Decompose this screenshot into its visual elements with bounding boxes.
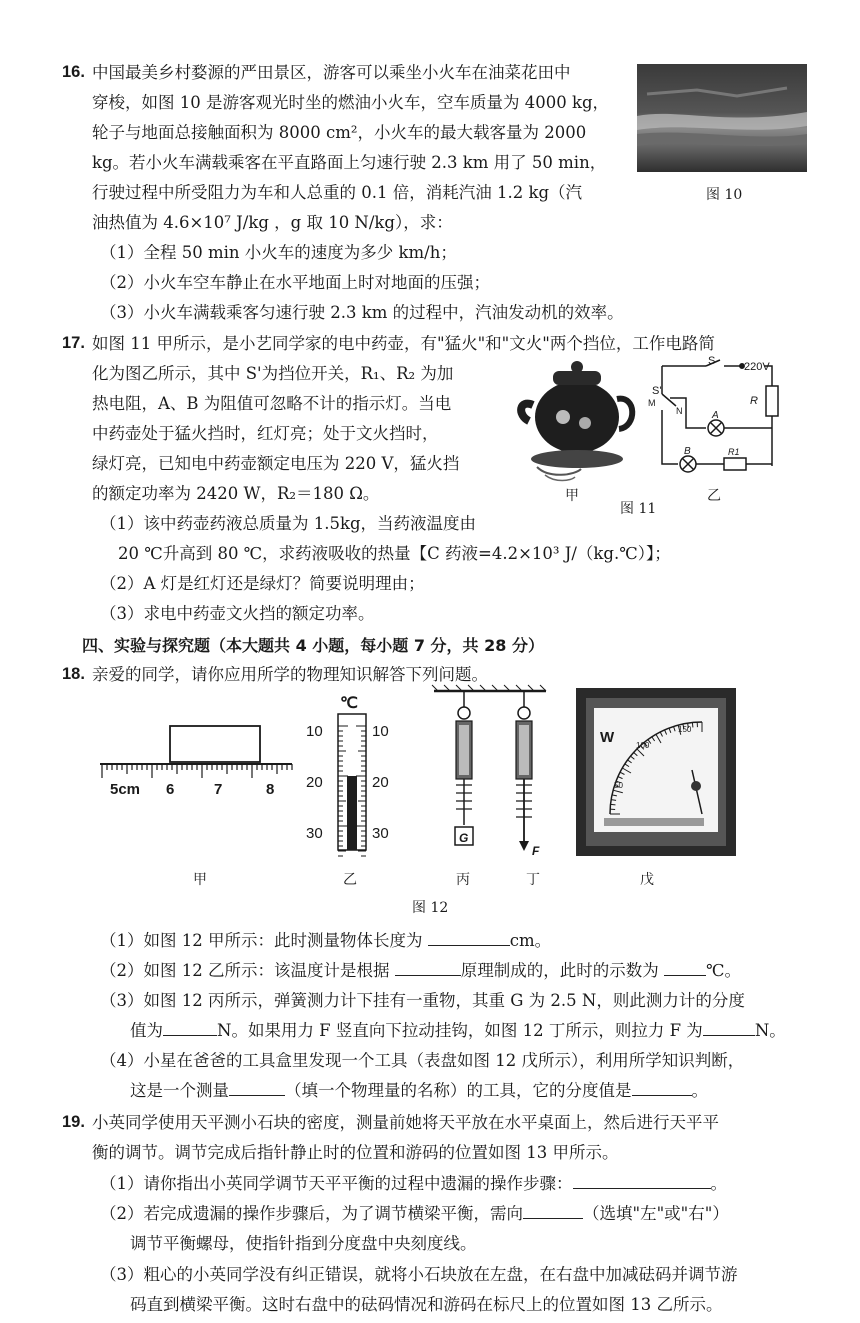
text-line: 中药壶处于猛火挡时，红灯亮；处于文火挡时， [92,424,439,443]
text-line: 轮子与地面总接触面积为 8000 cm²，小火车的最大载客量为 2000 [92,123,587,142]
answer-blank[interactable] [523,1200,583,1219]
answer-blank[interactable] [664,957,706,976]
question-number: 17. [62,334,85,352]
text-line: 中国最美乡村婺源的严田景区，游客可以乘坐小火车在油菜花田中 [92,63,571,82]
question-number: 16. [62,63,85,81]
text-line: 亲爱的同学，请你应用所学的物理知识解答下列问题。 [92,665,488,684]
ruler-label: 6 [166,781,175,798]
sub-question: （2）若完成遗漏的操作步骤后，为了调节横梁平衡，需向 （选填"左"或"右"） [100,1199,729,1228]
figure-caption: 图 11 [620,501,657,517]
meter-unit: W [600,729,615,746]
force-label: F [532,844,540,858]
question-number: 19. [62,1113,85,1131]
answer-blank[interactable] [229,1077,285,1096]
text-line: kg。若小火车满载乘客在平直路面上匀速行驶 2.3 km 用了 50 min， [92,153,607,172]
sub-question: 20 ℃升高到 80 ℃，求药液吸收的热量【C 药液=4.2×10³ J/（kg.℃）】； [118,544,671,563]
sub-caption: 甲 [193,872,207,888]
sub-question: 值为 N。如果用力 F 竖直向下拉动挂钩，如图 12 丁所示，则拉力 F 为 N。 [130,1016,786,1045]
thermometer-label-right: 30 [372,825,389,842]
text-line: 热电阻，A、B 为阻值可忽略不计的指示灯。当电 [92,394,452,413]
sub-question: （2）A 灯是红灯还是绿灯？简要说明理由； [100,574,425,593]
ruler-label: 7 [214,781,223,798]
circuit-label-b: B [684,446,691,457]
sub-caption: 丁 [526,872,540,888]
ruler-label: 8 [266,781,275,798]
sub-caption: 乙 [343,872,357,888]
ruler-figure [96,720,296,800]
train-photo [637,64,807,172]
section-title: 四、实验与探究题（本大题共 4 小题，每小题 7 分，共 28 分） [82,636,544,655]
answer-blank[interactable] [428,927,510,946]
sub-question: （2）小火车空车静止在水平地面上时对地面的压强； [100,273,490,292]
sub-question: （2）如图 12 乙所示：该温度计是根据 原理制成的，此时的示数为 ℃。 [100,956,741,985]
sub-question: 码直到横梁平衡。这时右盘中的砝码情况和游码在标尺上的位置如图 13 乙所示。 [130,1295,723,1314]
thermometer-label-right: 20 [372,774,389,791]
sub-caption: 乙 [707,488,721,504]
circuit-label-voltage: 220V [744,361,770,373]
thermometer-label-left: 20 [306,774,323,791]
sub-question: （3）求电中药壶文火挡的额定功率。 [100,604,375,623]
sub-question: 这是一个测量 （填一个物理量的名称）的工具，它的分度值是 。 [130,1076,708,1105]
answer-blank[interactable] [573,1170,711,1189]
figure-caption: 图 10 [706,187,743,203]
text-line: 如图 11 甲所示，是小艺同学家的电中药壶，有"猛火"和"文火"两个挡位，工作电路简 [92,334,715,353]
text-line: 衡的调节。调节完成后指针静止时的位置和游码的位置如图 13 甲所示。 [92,1143,619,1162]
text-line: 油热值为 4.6×10⁷ J/kg ，g 取 10 N/kg），求： [92,213,453,232]
answer-blank[interactable] [163,1017,217,1036]
sub-question: （4）小星在爸爸的工具盒里发现一个工具（表盘如图 12 戊所示），利用所学知识判断， [100,1051,745,1070]
figure-caption: 图 12 [412,900,449,916]
answer-blank[interactable] [632,1077,692,1096]
text-line: 穿梭，如图 10 是游客观光时坐的燃油小火车，空车质量为 4000 kg， [92,93,610,112]
text-line: 化为图乙所示，其中 S'为挡位开关，R₁、R₂ 为加 [92,364,454,383]
circuit-label-a: A [712,410,719,421]
circuit-label-s: S [708,355,716,367]
wattmeter-figure [574,686,738,858]
circuit-label-s-prime: S' [652,385,662,397]
answer-blank[interactable] [395,957,461,976]
text-line: 小英同学使用天平测小石块的密度，测量前她将天平放在水平桌面上，然后进行天平平 [92,1113,719,1132]
thermometer-figure [300,690,410,860]
question-number: 18. [62,665,85,683]
circuit-label-r1: R1 [728,447,740,457]
sub-caption: 甲 [565,488,579,504]
sub-question: （3）粗心的小英同学没有纠正错误，就将小石块放在左盘，在右盘中加减砝码并调节游 [100,1265,738,1284]
thermometer-label-right: 10 [372,723,389,740]
circuit-label-r: R [750,395,758,407]
weight-label: G [459,831,469,845]
sub-caption: 丙 [456,872,470,888]
sub-question: （1）如图 12 甲所示：此时测量物体长度为 cm。 [100,926,551,955]
circuit-label-n: N [676,406,683,416]
text-line: 绿灯亮，已知电中药壶额定电压为 220 V，猛火挡 [92,454,460,473]
answer-blank[interactable] [703,1017,755,1036]
thermometer-label-left: 30 [306,825,323,842]
text-line: 的额定功率为 2420 W，R₂＝180 Ω。 [92,484,380,503]
text-line: 行驶过程中所受阻力为车和人总重的 0.1 倍，消耗汽油 1.2 kg（汽 [92,183,583,202]
scale-tick [692,723,693,728]
ruler-label: 5cm [110,781,141,798]
sub-question: （3）小火车满载乘客匀速行驶 2.3 km 的过程中，汽油发动机的效率。 [100,303,624,322]
circuit-diagram [650,354,790,474]
sub-question: （3）如图 12 丙所示，弹簧测力计下挂有一重物，其重 G 为 2.5 N，则此测力计的分度 [100,991,745,1010]
sub-question: （1）请你指出小英同学调节天平平衡的过程中遗漏的操作步骤： 。 [100,1169,727,1198]
sub-caption: 戊 [640,872,654,888]
meter-label: 150 [678,725,692,734]
scale-tick [611,804,616,805]
thermometer-unit: ℃ [340,695,358,712]
circuit-label-m: M [648,398,656,408]
thermometer-label-left: 10 [306,723,323,740]
spring-scales-figure [430,685,550,865]
meter-label: 100 [636,741,650,750]
sub-question: （1）该中药壶药液总质量为 1.5kg，当药液温度由 [100,514,477,533]
sub-question: 调节平衡螺母，使指针指到分度盘中央刻度线。 [130,1234,477,1253]
sub-question: （1）全程 50 min 小火车的速度为多少 km/h； [100,243,457,262]
medicine-pot-illustration [515,355,645,485]
meter-label: 50 [614,781,623,790]
